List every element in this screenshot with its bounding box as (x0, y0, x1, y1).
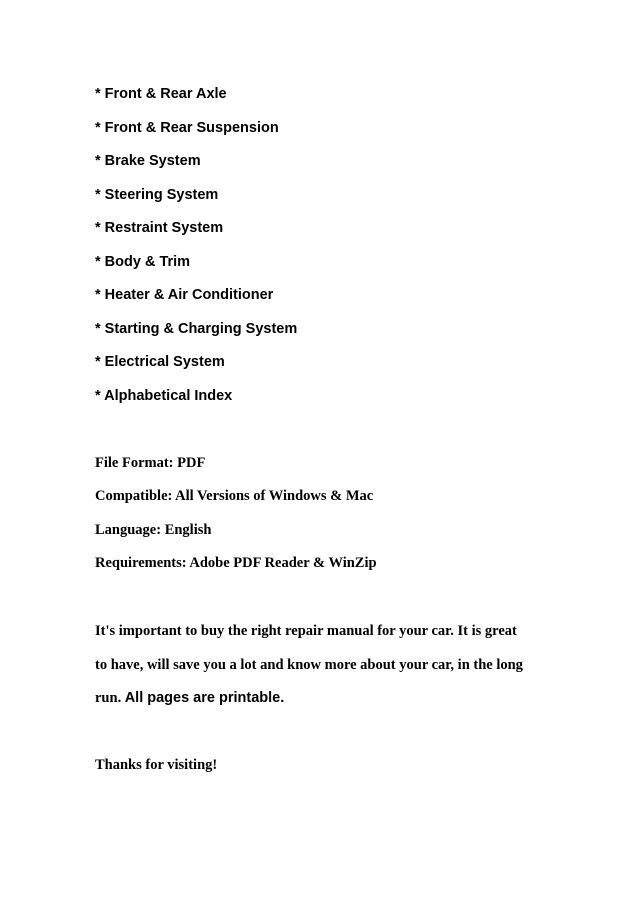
section-item: * Starting & Charging System (95, 321, 298, 337)
spec-compatible: Compatible: All Versions of Windows & Mac (95, 488, 374, 504)
section-item: * Body & Trim (95, 254, 191, 270)
section-item: * Front & Rear Suspension (95, 120, 279, 136)
paragraph-run-text: run. (95, 690, 122, 706)
section-item: * Front & Rear Axle (95, 86, 227, 102)
spec-requirements: Requirements: Adobe PDF Reader & WinZip (95, 555, 377, 571)
section-item: * Heater & Air Conditioner (95, 287, 274, 303)
section-item: * Restraint System (95, 220, 224, 236)
paragraph-line (95, 689, 284, 707)
section-item: * Electrical System (95, 354, 225, 370)
closing-text: Thanks for visiting! (95, 757, 218, 773)
section-item: * Steering System (95, 187, 219, 203)
section-item: * Brake System (95, 153, 201, 169)
spec-file-format: File Format: PDF (95, 455, 206, 471)
paragraph-line: to have, will save you a lot and know more about your car, in the long (95, 657, 523, 673)
section-item: * Alphabetical Index (95, 388, 233, 404)
paragraph-line: It's important to buy the right repair manual for your car. It is great (95, 623, 517, 639)
printable-note: All pages are printable. (121, 690, 285, 706)
spec-language: Language: English (95, 522, 212, 538)
